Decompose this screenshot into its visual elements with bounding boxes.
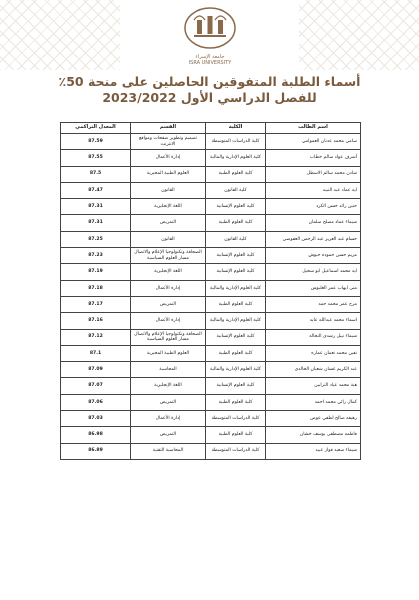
header-pattern-left (0, 0, 120, 70)
cell-name: شادن محمد سالم الاسطل (266, 166, 361, 182)
table-row (61, 199, 361, 215)
table-row (61, 394, 361, 410)
cell-dept: التمريض (131, 394, 206, 410)
cell-college: كلية العلوم الإنسانية (206, 248, 266, 264)
cell-gpa: 87.23 (61, 248, 131, 264)
cell-gpa: 87.06 (61, 394, 131, 410)
cell-gpa: 87.09 (61, 362, 131, 378)
cell-name: ايه محمد اسماعيل ابو سخيل (266, 264, 361, 280)
table-row (61, 362, 361, 378)
cell-gpa: 87.1 (61, 345, 131, 361)
cell-name: أشرف عواد سالم خطاب (266, 150, 361, 166)
table-row (61, 182, 361, 198)
cell-college: كلية العلوم الإدارية والمالية (206, 313, 266, 329)
cell-dept: المحاسبة التقنية (131, 443, 206, 459)
cell-dept: التمريض (131, 296, 206, 312)
cell-name: شيماء سعيد فواز عبيد (266, 443, 361, 459)
cell-gpa: 87.31 (61, 215, 131, 231)
cell-college: كلية القانون (206, 182, 266, 198)
table-row (61, 345, 361, 361)
cell-college: كلية القانون (206, 231, 266, 247)
table-row (61, 215, 361, 231)
cell-college: كلية العلوم الطبية (206, 215, 266, 231)
cell-dept: اللغة الإنجليزية (131, 199, 206, 215)
table-row (61, 134, 361, 150)
cell-college: كلية الدراسات المتوسطة (206, 134, 266, 150)
title-line-2: للفصل الدراسي الأول 2023/2022 (102, 90, 317, 105)
cell-dept: إدارة الأعمال (131, 150, 206, 166)
cell-dept: العلوم الطبية المخبرية (131, 166, 206, 182)
cell-dept: العلوم الطبية المخبرية (131, 345, 206, 361)
header-college: الكلية (206, 123, 266, 134)
cell-name: ايه عماد عبد النبيه (266, 182, 361, 198)
cell-college: كلية العلوم الإدارية والمالية (206, 150, 266, 166)
cell-gpa: 87.17 (61, 296, 131, 312)
cell-name: عبد الكريم غسان شعبان الخالدي (266, 362, 361, 378)
cell-gpa: 87.07 (61, 378, 131, 394)
table-row (61, 231, 361, 247)
cell-name: هبة محمد عياد الترابين (266, 378, 361, 394)
cell-name: شيماء عماد مصلح سلمان (266, 215, 361, 231)
cell-gpa: 86.89 (61, 443, 131, 459)
cell-gpa: 87.03 (61, 411, 131, 427)
cell-dept: اللغة الإنجليزية (131, 378, 206, 394)
cell-name: مرح عمر محمد حمد (266, 296, 361, 312)
cell-gpa: 86.98 (61, 427, 131, 443)
table-body (61, 134, 361, 460)
cell-dept: القانون (131, 231, 206, 247)
cell-gpa: 87.16 (61, 313, 131, 329)
table-row (61, 378, 361, 394)
cell-dept: التمريض (131, 215, 206, 231)
cell-college: كلية العلوم الطبية (206, 427, 266, 443)
header-dept: القسم (131, 123, 206, 134)
cell-name: رهيفه صالح لطفي عوض (266, 411, 361, 427)
cell-name: فاطمه مصطفى يوسف خشان (266, 427, 361, 443)
cell-college: كلية العلوم الإدارية والمالية (206, 280, 266, 296)
university-logo (183, 6, 237, 64)
table-row (61, 150, 361, 166)
cell-gpa: 87.19 (61, 264, 131, 280)
cell-college: كلية العلوم الطبية (206, 296, 266, 312)
cell-dept: اللغة الإنجليزية (131, 264, 206, 280)
cell-name: نفين محمد نعمان عماره (266, 345, 361, 361)
cell-gpa: 87.5 (61, 166, 131, 182)
table-row (61, 313, 361, 329)
logo-english-text: ISRA UNIVERSITY (188, 60, 232, 66)
cell-name: مريم حسن حموده حبوش (266, 248, 361, 264)
cell-college: كلية الدراسات المتوسطة (206, 443, 266, 459)
table-row (61, 427, 361, 443)
cell-dept: تصميم وتطوير صفحات ومواقع الانترنت (131, 134, 206, 150)
cell-college: كلية العلوم الطبية (206, 394, 266, 410)
table-header-row (61, 123, 361, 134)
cell-gpa: 87.25 (61, 231, 131, 247)
table-row (61, 248, 361, 264)
cell-gpa: 87.12 (61, 329, 131, 345)
cell-gpa: 87.47 (61, 182, 131, 198)
table-row (61, 443, 361, 459)
cell-college: كلية العلوم الإدارية والمالية (206, 362, 266, 378)
cell-dept: إدارة الأعمال (131, 411, 206, 427)
logo-emblem-icon (183, 6, 237, 50)
table-row (61, 166, 361, 182)
cell-name: سامي محمد عدنان العموامي (266, 134, 361, 150)
cell-name: اسماء محمد عبدالله عابد (266, 313, 361, 329)
cell-name: حسام عبد العزيز عبد الرحمن العقوصي (266, 231, 361, 247)
cell-gpa: 87.55 (61, 150, 131, 166)
header-gpa: المعدل التراكمي (61, 123, 131, 134)
table-row (61, 329, 361, 345)
table-row (61, 264, 361, 280)
cell-dept: القانون (131, 182, 206, 198)
header-pattern-right (299, 0, 419, 70)
table-row (61, 411, 361, 427)
cell-name: حنين رائد حسن الكرد (266, 199, 361, 215)
students-table (60, 122, 361, 460)
cell-name: شيماء نبيل رشدي النخاله (266, 329, 361, 345)
cell-gpa: 87.31 (61, 199, 131, 215)
cell-college: كلية العلوم الإنسانية (206, 199, 266, 215)
cell-dept: الصحافة وتكنولوجيا الإعلام والاتصال مسار العلوم السياسية (131, 329, 206, 345)
cell-college: كلية العلوم الطبية (206, 166, 266, 182)
cell-dept: إدارة الأعمال (131, 313, 206, 329)
header-name: اسم الطالب (266, 123, 361, 134)
logo-arabic-text: جامعة الإسراء (195, 54, 225, 60)
cell-gpa: 87.18 (61, 280, 131, 296)
cell-college: كلية العلوم الإنسانية (206, 264, 266, 280)
cell-dept: التمريض (131, 427, 206, 443)
cell-gpa: 87.59 (61, 134, 131, 150)
cell-dept: إدارة الأعمال (131, 280, 206, 296)
cell-dept: المحاسبة (131, 362, 206, 378)
cell-name: منى ايهاب عمر الغلبوس (266, 280, 361, 296)
table-row (61, 296, 361, 312)
cell-college: كلية العلوم الطبية (206, 345, 266, 361)
cell-college: كلية العلوم الإنسانية (206, 378, 266, 394)
cell-college: كلية الدراسات المتوسطة (206, 411, 266, 427)
table-row (61, 280, 361, 296)
cell-name: كمال رائي محمد احمد (266, 394, 361, 410)
cell-college: كلية العلوم الإنسانية (206, 329, 266, 345)
cell-dept: الصحافة وتكنولوجيا الإعلام والاتصال مسار العلوم السياسية (131, 248, 206, 264)
title-line-1: أسماء الطلبة المتفوقين الحاصلين على منحة 50٪ (58, 74, 361, 89)
students-table-container (60, 122, 360, 460)
page-title (0, 74, 419, 106)
